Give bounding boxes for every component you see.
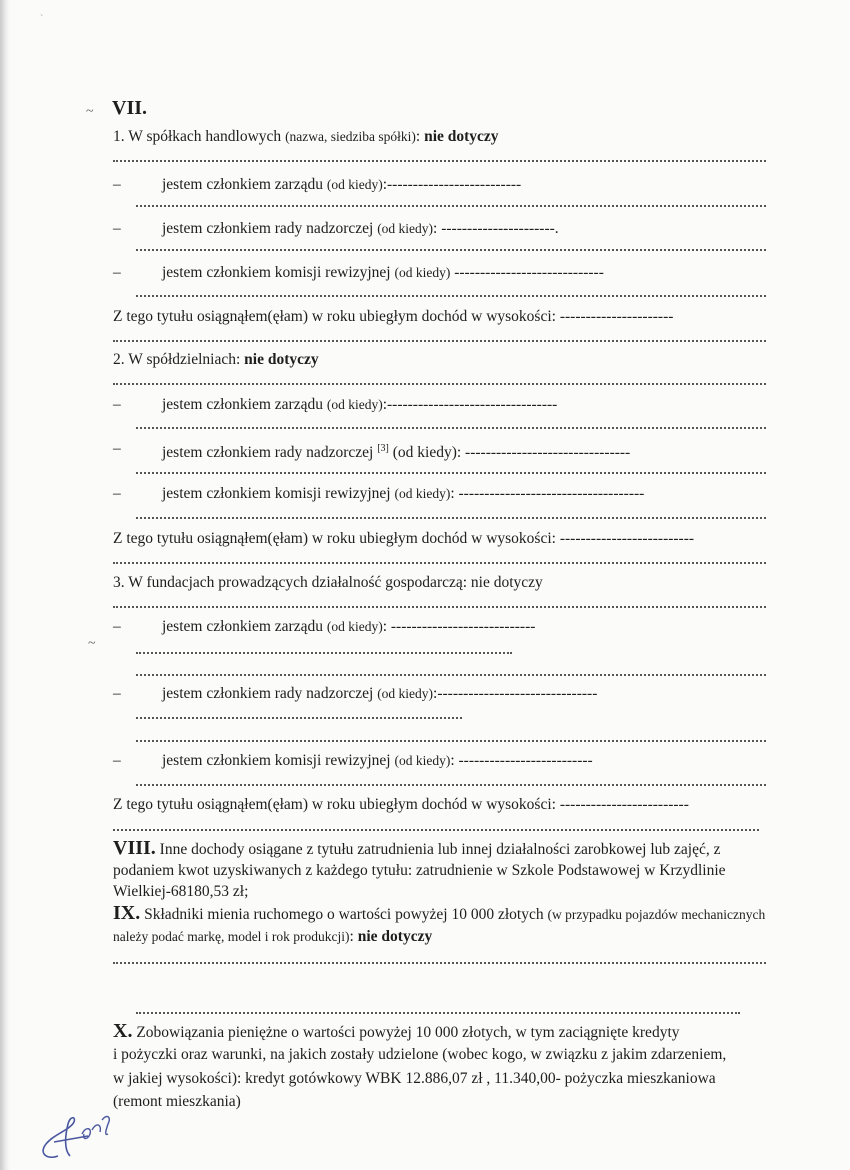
vii-p1-paren: (nazwa, siedziba spółki) bbox=[285, 129, 416, 144]
dash-bullet: – bbox=[113, 685, 121, 702]
rada-fill: : ----------------------. bbox=[433, 220, 559, 237]
dotted-line bbox=[136, 717, 462, 719]
vii-p1-colon: : bbox=[415, 128, 425, 145]
zarzad-label: jestem członkiem zarządu bbox=[162, 176, 327, 193]
zarzad-paren: (od kiedy) bbox=[326, 619, 383, 634]
komisja-label: jestem członkiem komisji rewizyjnej bbox=[162, 485, 395, 502]
dash-bullet: – bbox=[113, 440, 121, 457]
rada-fill: :------------------------------- bbox=[433, 685, 598, 702]
dotted-line bbox=[136, 784, 766, 786]
section-ix-text: Składniki mienia ruchomego o wartości powyżej 10 000 złotych bbox=[140, 906, 548, 923]
dash-bullet: – bbox=[113, 618, 121, 635]
dotted-line bbox=[113, 340, 766, 342]
rada-paren: (od kiedy) bbox=[377, 686, 434, 701]
vii-rada-line bbox=[162, 220, 559, 238]
scan-mark-icon: ` bbox=[40, 14, 44, 25]
section-ix-paragraph bbox=[113, 902, 773, 948]
section-viii-text: Inne dochody osiągane z tytułu zatrudnienia lub innej działalności zarobkowej lub zajęć, z podaniem kwot uzyskiwanych z każdego tytułu: zatrudnienie w Szkole Podstawowej w Krzydlinie Wielkiej-68180,53 zł; bbox=[113, 841, 726, 900]
dash-bullet: – bbox=[113, 752, 121, 769]
bullet-mark-icon: ~ bbox=[88, 636, 96, 651]
dotted-line bbox=[136, 1012, 740, 1014]
vii-p2-line bbox=[113, 351, 319, 369]
vii-income-line: Z tego tytułu osiągnąłem(ęłam) w roku ubiegłym dochód w wysokości: ---------------------- bbox=[113, 308, 674, 325]
dotted-line bbox=[136, 249, 766, 251]
komisja-label: jestem członkiem komisji rewizyjnej bbox=[162, 264, 395, 281]
vii-p1-line bbox=[113, 128, 499, 146]
rada-label: jestem członkiem rady nadzorczej bbox=[162, 444, 378, 462]
vii-p2-label: 2. W spółdzielniach: bbox=[113, 351, 245, 368]
vii-income-line: Z tego tytułu osiągnąłem(ęłam) w roku ubiegłym dochód w wysokości: -------------------------- bbox=[113, 530, 695, 547]
vii-income-line: Z tego tytułu osiągnąłem(ęłam) w roku ubiegłym dochód w wysokości: ------------------------- bbox=[113, 796, 689, 813]
section-x-line-4: (remont mieszkania) bbox=[113, 1093, 241, 1110]
dotted-line bbox=[136, 740, 766, 742]
section-x-text-1: Zobowiązania pieniężne o wartości powyżej 10 000 złotych, w tym zaciągnięte kredyty bbox=[132, 1024, 680, 1041]
signature-initials bbox=[30, 1110, 125, 1165]
zarzad-label: jestem członkiem zarządu bbox=[162, 396, 327, 413]
dash-bullet: – bbox=[113, 264, 121, 281]
dotted-line bbox=[113, 829, 759, 831]
komisja-fill: : -------------------------- bbox=[450, 752, 593, 769]
vii-komisja-line bbox=[162, 264, 604, 282]
dotted-line bbox=[113, 962, 766, 964]
vii-p3-line: 3. W fundacjach prowadzących działalność gospodarczą: nie dotyczy bbox=[113, 574, 543, 591]
zarzad-fill: : ---------------------------- bbox=[382, 618, 536, 635]
section-ix-colon: : bbox=[349, 928, 358, 945]
scan-edge bbox=[0, 0, 10, 1170]
bullet-mark-icon: ~ bbox=[86, 104, 94, 119]
vii-zarzad-line bbox=[162, 176, 521, 194]
dotted-line bbox=[136, 205, 766, 207]
komisja-paren: (od kiedy) bbox=[394, 486, 451, 501]
rada-paren: (od kiedy) bbox=[377, 221, 434, 236]
dotted-line bbox=[136, 427, 766, 429]
zarzad-paren: (od kiedy) bbox=[326, 397, 383, 412]
vii-p2-value: nie dotyczy bbox=[244, 351, 319, 368]
section-ix-value: nie dotyczy bbox=[357, 928, 433, 945]
dotted-line bbox=[113, 606, 766, 608]
dotted-line bbox=[136, 652, 512, 654]
dotted-line bbox=[136, 674, 766, 676]
dotted-line bbox=[113, 562, 766, 564]
section-x-line-1 bbox=[113, 1022, 680, 1042]
dotted-line bbox=[136, 472, 766, 474]
dash-bullet: – bbox=[113, 220, 121, 237]
dash-bullet: – bbox=[113, 485, 121, 502]
vii-komisja-line bbox=[162, 485, 644, 503]
komisja-fill: : ------------------------------------ bbox=[450, 485, 645, 502]
vii-p1-value: nie dotyczy bbox=[424, 128, 499, 145]
section-viii-paragraph bbox=[113, 838, 773, 902]
dotted-line bbox=[136, 517, 766, 519]
zarzad-paren: (od kiedy) bbox=[326, 177, 383, 192]
vii-rada-line bbox=[162, 440, 630, 462]
dash-bullet: – bbox=[113, 396, 121, 413]
vii-rada-line bbox=[162, 685, 597, 703]
rada-fill: (od kiedy): -------------------------------- bbox=[388, 444, 631, 462]
vii-p1-label: 1. W spółkach handlowych bbox=[113, 128, 286, 145]
section-ix-paren: (w przypadku pojazdów mechanicznych należy podać markę, model i rok produkcji) bbox=[113, 907, 766, 944]
dotted-line bbox=[136, 295, 766, 297]
komisja-fill: ----------------------------- bbox=[450, 264, 604, 281]
dotted-line bbox=[113, 383, 766, 385]
rada-label: jestem członkiem rady nadzorczej bbox=[162, 220, 378, 237]
section-x-line-3: w jakiej wysokości): kredyt gotówkowy WBK 12.886,07 zł , 11.340,00- pożyczka mieszkaniowa bbox=[113, 1070, 716, 1087]
zarzad-fill: :--------------------------------- bbox=[382, 396, 558, 413]
section-viii-heading: VIII. bbox=[113, 837, 156, 859]
section-x-heading: X. bbox=[113, 1020, 133, 1042]
komisja-paren: (od kiedy) bbox=[394, 753, 451, 768]
section-ix-heading: IX. bbox=[113, 902, 141, 924]
komisja-label: jestem członkiem komisji rewizyjnej bbox=[162, 752, 395, 769]
rada-label: jestem członkiem rady nadzorczej bbox=[162, 685, 378, 702]
dash-bullet: – bbox=[113, 176, 121, 193]
section-x-line-2: i pożyczki oraz warunki, na jakich zostały udzielone (wobec kogo, w związku z jakim zdarzeniem, bbox=[113, 1046, 727, 1063]
section-vii-heading: VII. bbox=[112, 97, 148, 119]
komisja-paren: (od kiedy) bbox=[394, 265, 451, 280]
zarzad-fill: :-------------------------- bbox=[382, 176, 522, 193]
dotted-line bbox=[113, 160, 766, 162]
vii-komisja-line bbox=[162, 752, 593, 770]
footnote-ref: [3] bbox=[377, 443, 389, 454]
vii-zarzad-line bbox=[162, 396, 557, 414]
zarzad-label: jestem członkiem zarządu bbox=[162, 618, 327, 635]
vii-zarzad-line bbox=[162, 618, 535, 636]
